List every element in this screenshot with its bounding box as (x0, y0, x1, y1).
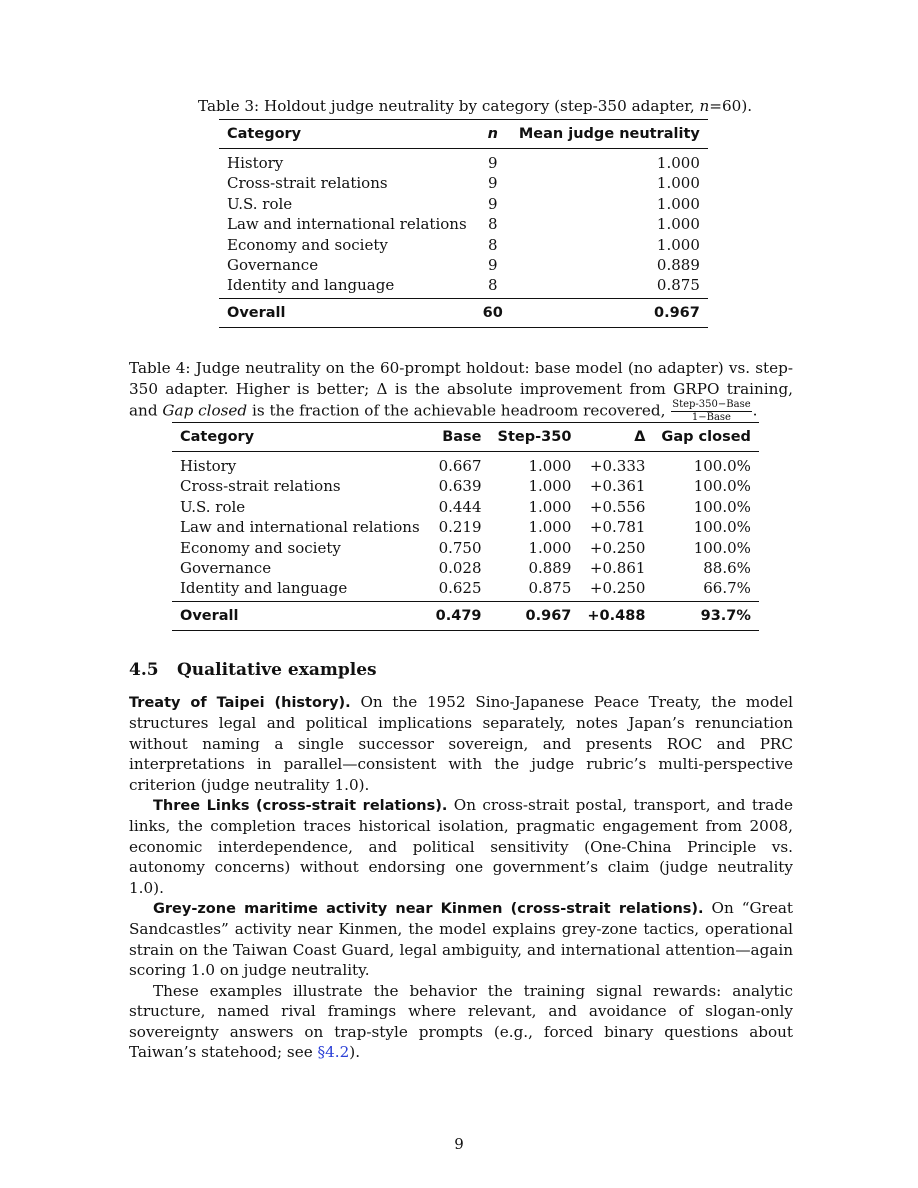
table3-cell-mean: 1.000 (656, 154, 700, 172)
table4 (172, 422, 759, 631)
table-row (219, 194, 708, 214)
table3-cell-n: 9 (487, 256, 498, 275)
table3-cell-n: 8 (487, 215, 498, 234)
paragraph-heading: Three Links (cross-strait relations). (153, 798, 448, 815)
section-body (129, 692, 793, 1062)
table-row (219, 173, 708, 193)
table3-cell-n: 9 (487, 174, 498, 193)
table3 (219, 119, 708, 328)
table-row (172, 497, 759, 517)
table4-cell-delta: +0.333 (589, 457, 646, 475)
table-row (172, 558, 759, 578)
table4-cell-category: Governance (180, 559, 272, 578)
table3-total-row (219, 298, 708, 327)
table-row (219, 255, 708, 275)
table4-cell-category: U.S. role (180, 497, 246, 516)
table-row (219, 275, 708, 298)
paragraph-end: ). (349, 1042, 361, 1061)
table4-col-gap: Gap closed (653, 423, 759, 452)
paragraph-summary (129, 981, 793, 1063)
table4-caption-text: Judge neutrality on the 60-prompt holdout: base model (no adapter) vs. step-350 adapter. Higher is better; Δ is the absolute improvement from GRPO training, and (129, 359, 793, 420)
table3-caption (198, 96, 753, 117)
table4-header-row (172, 423, 759, 452)
table4-cell-delta: +0.250 (589, 538, 646, 557)
table-row (219, 149, 708, 174)
fraction-numerator: Step-350−Base (672, 399, 751, 410)
table4-cell-gap: 66.7% (703, 579, 751, 598)
table-row (172, 476, 759, 496)
table4-cell-step: 0.889 (528, 559, 572, 578)
table4-caption-label: Table 4: (129, 359, 191, 377)
table4-total-step: 0.967 (490, 601, 580, 630)
table-row (172, 578, 759, 601)
table-row (219, 235, 708, 255)
table4-col-step: Step-350 (490, 423, 580, 452)
table3-cell-category: History (227, 154, 284, 172)
section-heading (129, 660, 377, 680)
table3-total-n: 60 (475, 298, 511, 327)
paragraph-heading: Grey-zone maritime activity near Kinmen (cross-strait relations). (153, 901, 704, 918)
table4-cell-category: Law and international relations (180, 518, 420, 537)
table4-total-category: Overall (172, 601, 428, 630)
table4-total-gap: 93.7% (653, 601, 759, 630)
table-row (219, 214, 708, 234)
section-title: Qualitative examples (177, 660, 377, 680)
table3-total-mean: 0.967 (511, 298, 708, 327)
table4-cell-base: 0.028 (438, 559, 482, 578)
section-reference-link[interactable]: §4.2 (317, 1042, 350, 1061)
table4-cell-step: 1.000 (528, 497, 572, 516)
table4-caption-end: . (752, 401, 758, 420)
table3-cell-n: 9 (487, 154, 498, 172)
table4-cell-base: 0.667 (438, 457, 482, 475)
table4-cell-base: 0.625 (438, 579, 482, 598)
table4-cell-gap: 100.0% (693, 497, 751, 516)
table4-cell-delta: +0.556 (589, 497, 646, 516)
table4-cell-delta: +0.861 (589, 559, 646, 578)
table4-cell-step: 0.875 (528, 579, 572, 598)
table3-cell-category: Identity and language (227, 276, 395, 295)
table-row (172, 452, 759, 477)
table3-col-category: Category (219, 120, 475, 149)
table3-cell-category: Governance (227, 256, 319, 275)
table3-cell-mean: 1.000 (656, 194, 700, 213)
table3-caption-text: Holdout judge neutrality by category (step-350 adapter, (264, 97, 695, 115)
table4-cell-base: 0.639 (438, 477, 482, 496)
paragraph-text: On cross-strait postal, transport, and trade links, the completion traces historical isolation, pragmatic engagement from 2008, economic interdependence, and political sensitivity (One-China Principle vs. autonomy concerns) without endorsing one government’s claim (judge neutrality 1.0). (129, 796, 793, 897)
table3-cell-n: 8 (487, 235, 498, 254)
table-row (172, 517, 759, 537)
table3-cell-n: 8 (487, 276, 498, 295)
table4-cell-base: 0.444 (438, 497, 482, 516)
table3-total-category: Overall (219, 298, 475, 327)
table4-cell-step: 1.000 (528, 457, 572, 475)
table4-cell-step: 1.000 (528, 538, 572, 557)
fraction-denominator: 1−Base (691, 412, 731, 423)
table4-cell-category: Cross-strait relations (180, 477, 341, 496)
table3-cell-mean: 1.000 (656, 215, 700, 234)
table3-cell-category: Law and international relations (227, 215, 467, 234)
table4-total-row (172, 601, 759, 630)
table3-caption-label: Table 3: (198, 97, 260, 115)
table4-total-delta: +0.488 (579, 601, 653, 630)
table4-caption-text-b: is the fraction of the achievable headroom recovered, (251, 401, 666, 420)
table4-cell-step: 1.000 (528, 518, 572, 537)
table4-cell-delta: +0.361 (589, 477, 646, 496)
paragraph-treaty-of-taipei (129, 692, 793, 795)
table4-cell-base: 0.219 (438, 518, 482, 537)
paragraph-text: On the 1952 Sino-Japanese Peace Treaty, the model structures legal and political implications separately, notes Japan’s renunciation without naming a single successor sovereign, and presents ROC and PRC interpretations in parallel—consistent with the judge rubric’s multi-perspective criterion (judge neutrality 1.0). (129, 693, 794, 794)
paragraph-text: These examples illustrate the behavior the training signal rewards: analytic structure, named rival framings where relevant, and avoidance of slogan-only sovereignty answers on trap-style prompts (e.g., forced binary questions about Taiwan’s statehood; see (129, 981, 793, 1061)
table3-caption-end: =60). (709, 97, 753, 115)
table4-cell-delta: +0.781 (589, 518, 646, 537)
table4-cell-gap: 88.6% (703, 559, 751, 578)
paragraph-text: On “Great Sandcastles” activity near Kinmen, the model explains grey-zone tactics, operational strain on the Taiwan Coast Guard, legal ambiguity, and international attention—again scoring 1.0 on judge neutrality. (129, 899, 793, 980)
section-number: 4.5 (129, 660, 159, 680)
table4-col-category: Category (172, 423, 428, 452)
table4-cell-category: History (180, 457, 237, 475)
table3-cell-category: U.S. role (227, 194, 293, 213)
table3-caption-n: n (699, 97, 710, 115)
paragraph-grey-zone (129, 898, 793, 981)
table4-cell-category: Economy and society (180, 538, 341, 557)
table3-cell-mean: 0.889 (656, 256, 700, 275)
table3-cell-mean: 0.875 (656, 276, 700, 295)
table4-cell-delta: +0.250 (589, 579, 646, 598)
table4-col-base: Base (428, 423, 490, 452)
table3-cell-mean: 1.000 (656, 174, 700, 193)
table4-cell-step: 1.000 (528, 477, 572, 496)
page-number: 9 (454, 1135, 464, 1153)
table3-cell-category: Economy and society (227, 235, 388, 254)
table4-cell-gap: 100.0% (693, 477, 751, 496)
table4-caption (129, 358, 793, 423)
paragraph-heading: Treaty of Taipei (history). (129, 695, 351, 711)
table4-caption-italic: Gap closed (162, 401, 248, 420)
table4-cell-gap: 100.0% (693, 518, 751, 537)
gap-closed-fraction (671, 400, 751, 423)
table3-cell-mean: 1.000 (656, 235, 700, 254)
paragraph-three-links (129, 795, 793, 898)
table4-total-base: 0.479 (428, 601, 490, 630)
table4-cell-gap: 100.0% (693, 538, 751, 557)
table3-cell-category: Cross-strait relations (227, 174, 388, 193)
table3-col-mean: Mean judge neutrality (511, 120, 708, 149)
table4-cell-base: 0.750 (438, 538, 482, 557)
table4-cell-gap: 100.0% (693, 457, 751, 475)
table-row (172, 538, 759, 558)
table3-header-row (219, 120, 708, 149)
table3-cell-n: 9 (487, 194, 498, 213)
table4-cell-category: Identity and language (180, 579, 348, 598)
table4-col-delta: Δ (579, 423, 653, 452)
table3-col-n: n (475, 120, 511, 149)
